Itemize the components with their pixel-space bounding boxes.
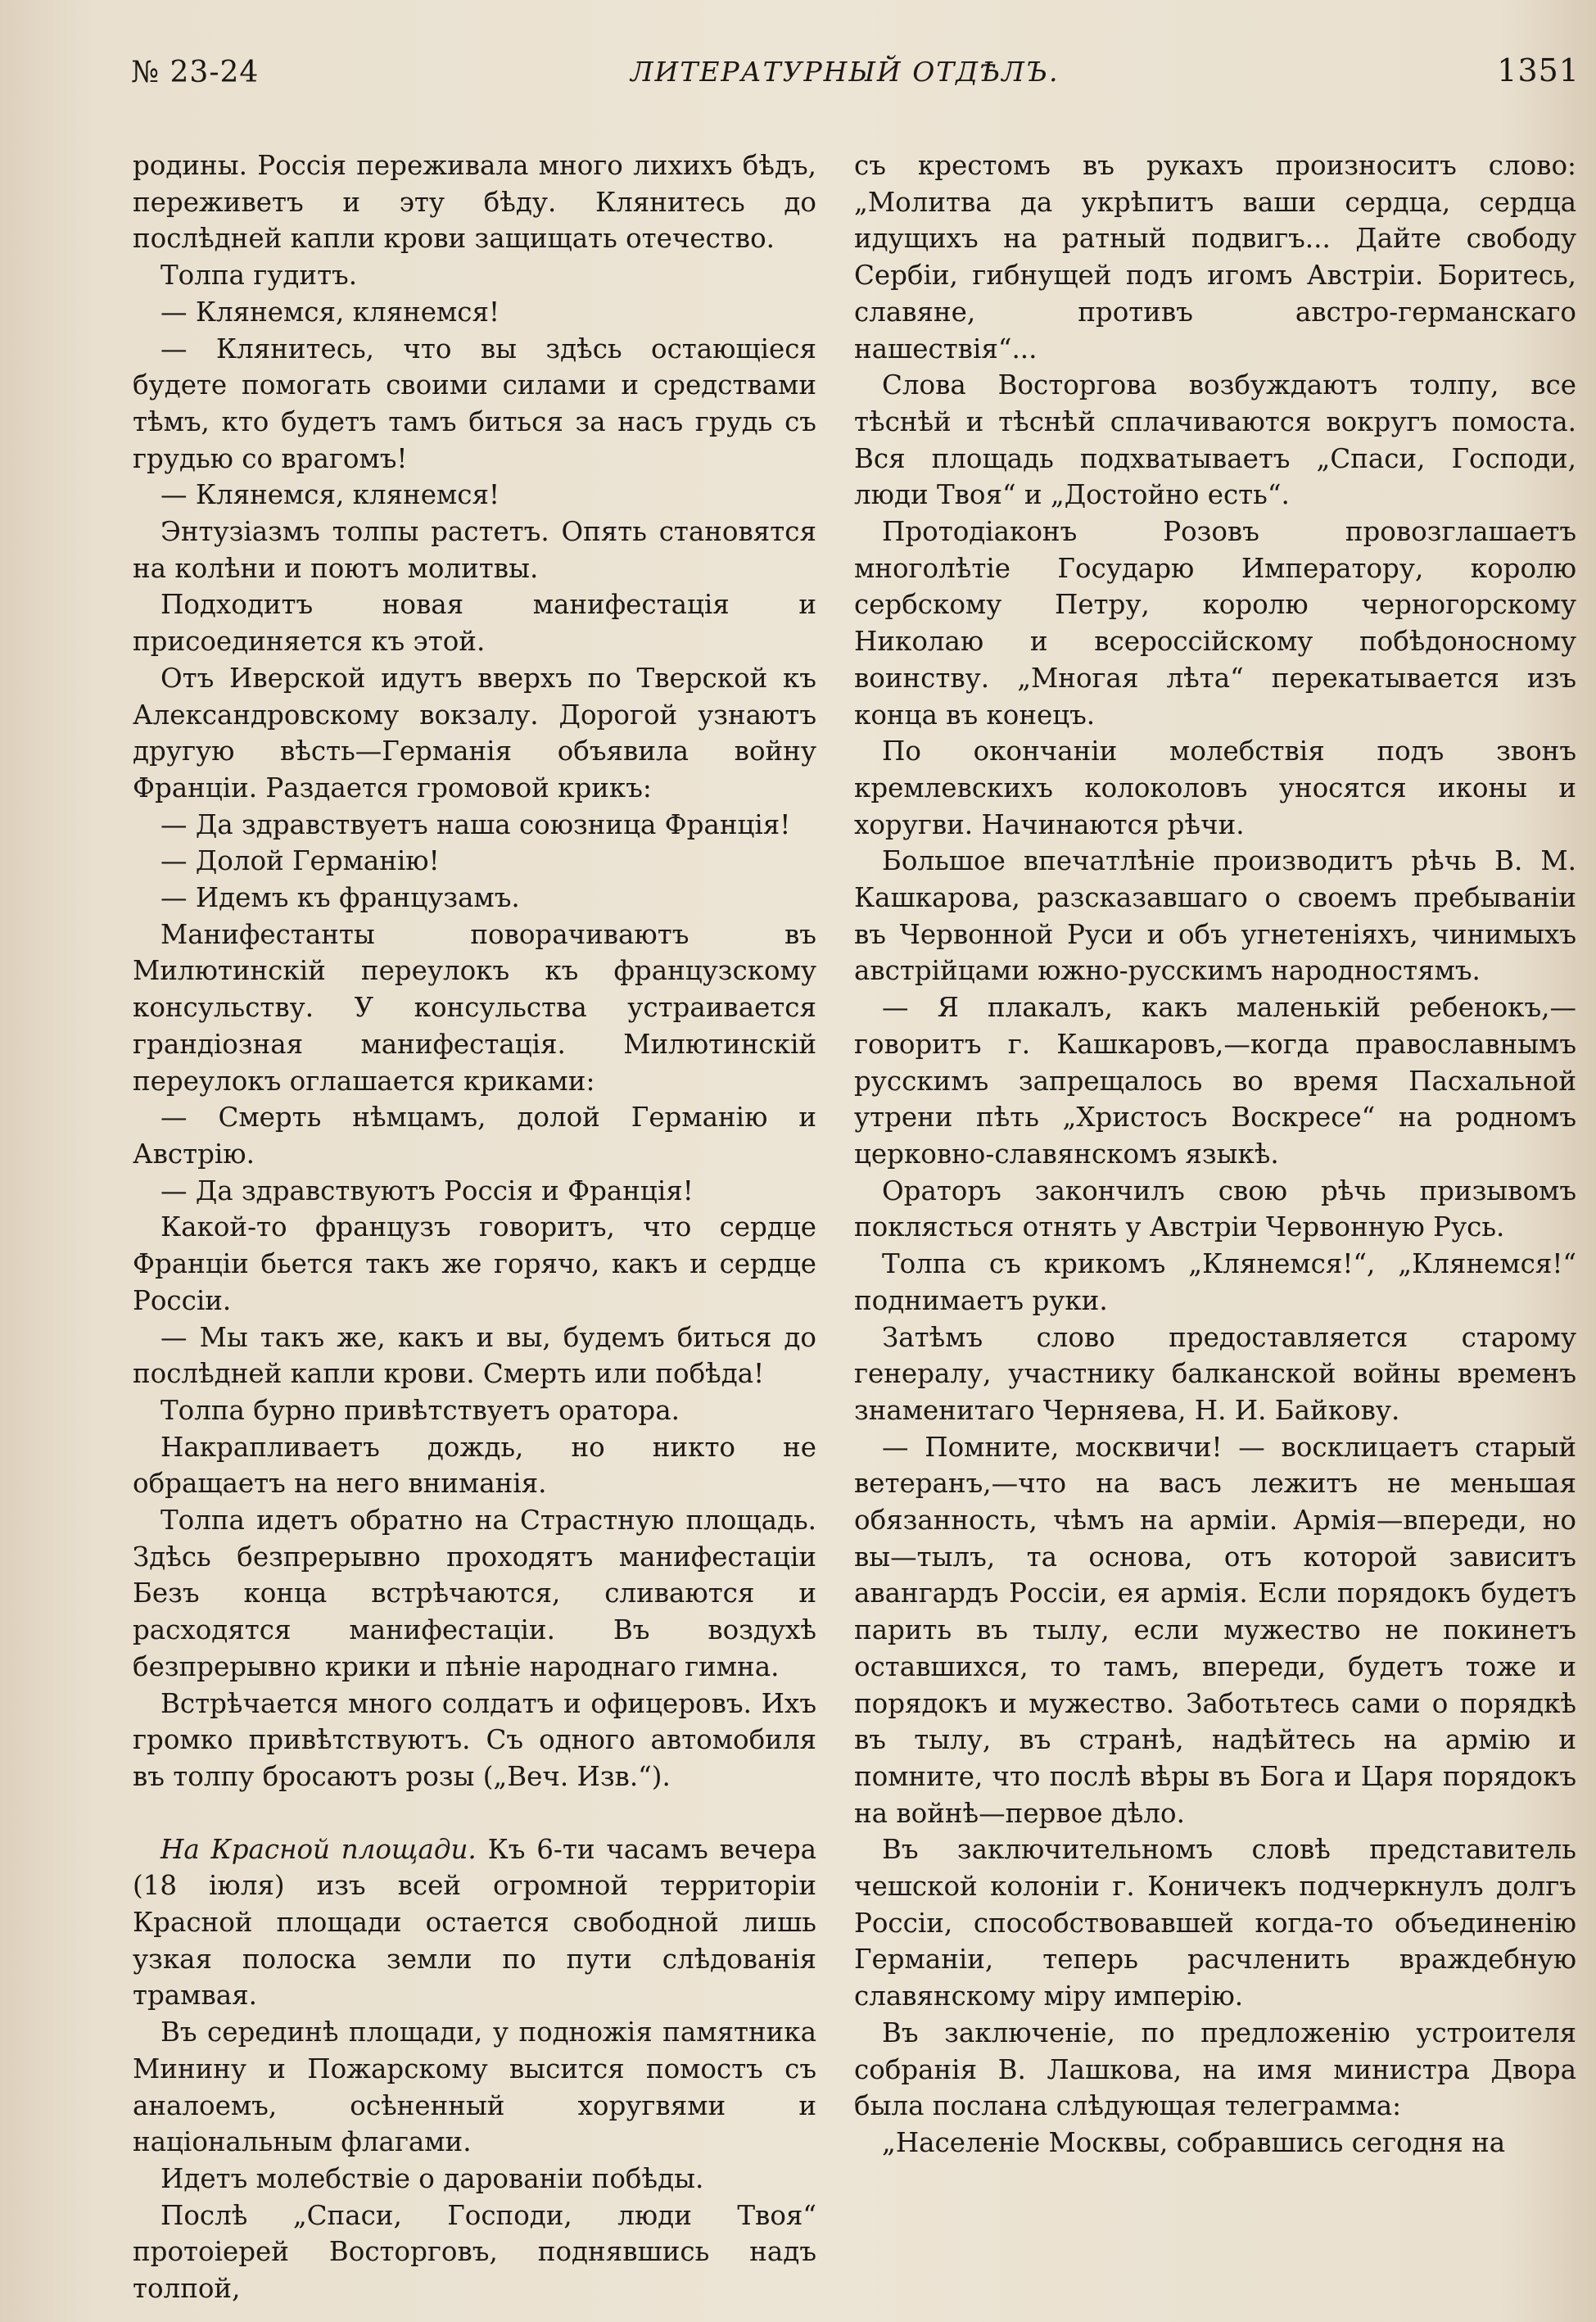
paragraph: — Клянитесь, что вы здѣсь остающіеся будете помогать своими силами и средствами тѣмъ, кто будетъ тамъ биться за насъ грудь съ грудью со врагомъ! [133, 333, 816, 474]
paragraph: Идетъ молебствіе о дарованіи побѣды. [161, 2162, 704, 2194]
paragraph: Толпа бурно привѣтствуетъ оратора. [161, 1394, 680, 1426]
paragraph: Отъ Иверской идутъ вверхъ по Тверской къ Александровскому вокзалу. Дорогой узнаютъ другую вѣсть—Германія объявила войну Франціи. Раздается громовой крикъ: [133, 662, 816, 803]
right-column [854, 147, 1576, 2277]
section-title: ЛИТЕРАТУРНЫЙ ОТДѢЛЪ. [631, 56, 1060, 88]
paragraph: Въ серединѣ площади, у подножія памятника Минину и Пожарскому высится помостъ съ аналоемъ, осѣненный хоругвями и національным флагами. [133, 2016, 816, 2158]
paragraph: родины. Россія переживала много лихихъ бѣдъ, переживетъ и эту бѣду. Клянитесь до послѣдней капли крови защищать отечество. [133, 150, 816, 255]
paragraph: Манифестанты поворачиваютъ въ Милютинскій переулокъ къ французскому консульству. У консульства устраивается грандіозная манифестація. Милютинскій переулокъ оглашается криками: [133, 918, 816, 1097]
paragraph: Встрѣчается много солдатъ и офицеровъ. Ихъ громко привѣтствуютъ. Съ одного автомобиля въ толпу бросаютъ розы („Веч. Изв.“). [133, 1687, 816, 1792]
paragraph: — Долой Германію! [161, 845, 440, 877]
paragraph: „Населеніе Москвы, собравшись сегодня на [882, 2126, 1506, 2158]
issue-number: № 23-24 [131, 56, 260, 89]
paragraph: — Клянемся, клянемся! [161, 479, 500, 511]
section-heading: На Красной площади. [161, 1833, 477, 1865]
paragraph: Послѣ „Спаси, Господи, люди Твоя“ протоіерей Восторговъ, поднявшись надъ толпой, [133, 2199, 816, 2305]
paragraph: — Идемъ къ французамъ. [161, 882, 520, 914]
paragraph: Энтузіазмъ толпы растетъ. Опять становятся на колѣни и поютъ молитвы. [133, 516, 816, 584]
page-number: 1351 [1497, 52, 1580, 88]
paragraph: — Я плакалъ, какъ маленькій ребенокъ,— говоритъ г. Кашкаровъ,—когда православнымъ русскимъ запрещалось во время Пасхальной утрени пѣть „Христосъ Воскресе“ на родномъ церковно-славянскомъ языкѣ. [854, 992, 1576, 1170]
paragraph: Протодіаконъ Розовъ провозглашаетъ многолѣтіе Государю Императору, королю сербскому Петру, королю черногорскому Николаю и всероссійскому побѣдоносному воинству. „Многая лѣта“ перекатывается изъ конца въ конецъ. [854, 516, 1576, 731]
paragraph: съ крестомъ въ рукахъ произноситъ слово: „Молитва да укрѣпитъ ваши сердца, сердца идущихъ на ратный подвигъ... Дайте свободу Сербіи, гибнущей подъ игомъ Австріи. Боритесь, славяне, противъ австро-германскаго нашествія“... [854, 150, 1576, 364]
paragraph [133, 1831, 816, 2015]
paragraph: — Да здравствуютъ Россія и Франція! [161, 1175, 694, 1206]
paragraph: Затѣмъ слово предоставляется старому генералу, участнику балканской войны временъ знаменитаго Черняева, Н. И. Байкову. [854, 1321, 1576, 1426]
left-column [133, 147, 817, 2305]
paragraph: — Смерть нѣмцамъ, долой Германію и Австрію. [133, 1102, 816, 1170]
paragraph: Въ заключеніе, по предложенію устроителя собранія В. Лашкова, на имя министра Двора была послана слѣдующая телеграмма: [854, 2016, 1576, 2122]
paragraph: Большое впечатлѣніе производитъ рѣчь В. М. Кашкарова, разсказавшаго о своемъ пребываніи въ Червонной Руси и объ угнетеніяхъ, чинимыхъ австрійцами южно-русскимъ народностямъ. [854, 845, 1576, 987]
paragraph: — Да здравствуетъ наша союзница Франція! [161, 808, 791, 840]
paragraph: Ораторъ закончилъ свою рѣчь призывомъ поклясться отнять у Австріи Червонную Русь. [854, 1175, 1576, 1243]
paragraph: Накрапливаетъ дождь, но никто не обращаетъ на него вниманія. [133, 1431, 816, 1500]
paragraph-text: Къ 6-ти часамъ вечера (18 іюля) изъ всей огромной территоріи Красной площади остается свободной лишь узкая полоска земли по пути слѣдованія трамвая. [133, 1833, 817, 2012]
paragraph: — Мы такъ же, какъ и вы, будемъ биться до послѣдней капли крови. Смерть или побѣда! [133, 1321, 816, 1390]
paragraph: — Помните, москвичи! — восклицаетъ старый ветеранъ,—что на васъ лежитъ не меньшая обязанность, чѣмъ на арміи. Армія—впереди, но вы—тылъ, та основа, отъ которой зависитъ авангардъ Россіи, ея армія. Если порядокъ будетъ парить въ тылу, если мужество не покинетъ оставшихся, то тамъ, впереди, будетъ тоже и порядокъ и мужество. Заботьтесь сами о порядкѣ въ тылу, въ странѣ, надѣйтесь на армію и помните, что послѣ вѣры въ Бога и Царя порядокъ на войнѣ—первое дѣло. [854, 1431, 1576, 1829]
paragraph: Толпа съ крикомъ „Клянемся!“, „Клянемся!“ поднимаетъ руки. [854, 1248, 1576, 1316]
paragraph: — Клянемся, клянемся! [161, 296, 500, 328]
paragraph: Въ заключительномъ словѣ представитель чешской колоніи г. Коничекъ подчеркнулъ долгъ Россіи, способствовавшей когда-то объединенію Германіи, теперь расчленить враждебную славянскому міру имперію. [854, 1834, 1576, 2012]
paragraph: По окончаніи молебствія подъ звонъ кремлевскихъ колоколовъ уносятся иконы и хоругви. Начинаются рѣчи. [854, 736, 1576, 840]
paragraph: Какой-то французъ говоритъ, что сердце Франціи бьется такъ же горячо, какъ и сердце Россіи. [133, 1211, 816, 1316]
paragraph: Толпа идетъ обратно на Страстную площадь. Здѣсь безпрерывно проходятъ манифестаціи Безъ конца встрѣчаются, сливаются и расходятся манифестаціи. Въ воздухѣ безпрерывно крики и пѣніе народнаго гимна. [133, 1505, 816, 1682]
page-header [131, 52, 1580, 105]
paragraph: Толпа гудитъ. [161, 260, 358, 292]
paragraph: Слова Восторгова возбуждаютъ толпу, все тѣснѣй и тѣснѣй сплачиваются вокругъ помоста. Вся площадь подхватываетъ „Спаси, Господи, люди Твоя“ и „Достойно есть“. [854, 369, 1576, 511]
paragraph: Подходитъ новая манифестація и присоединяется къ этой. [133, 589, 816, 658]
